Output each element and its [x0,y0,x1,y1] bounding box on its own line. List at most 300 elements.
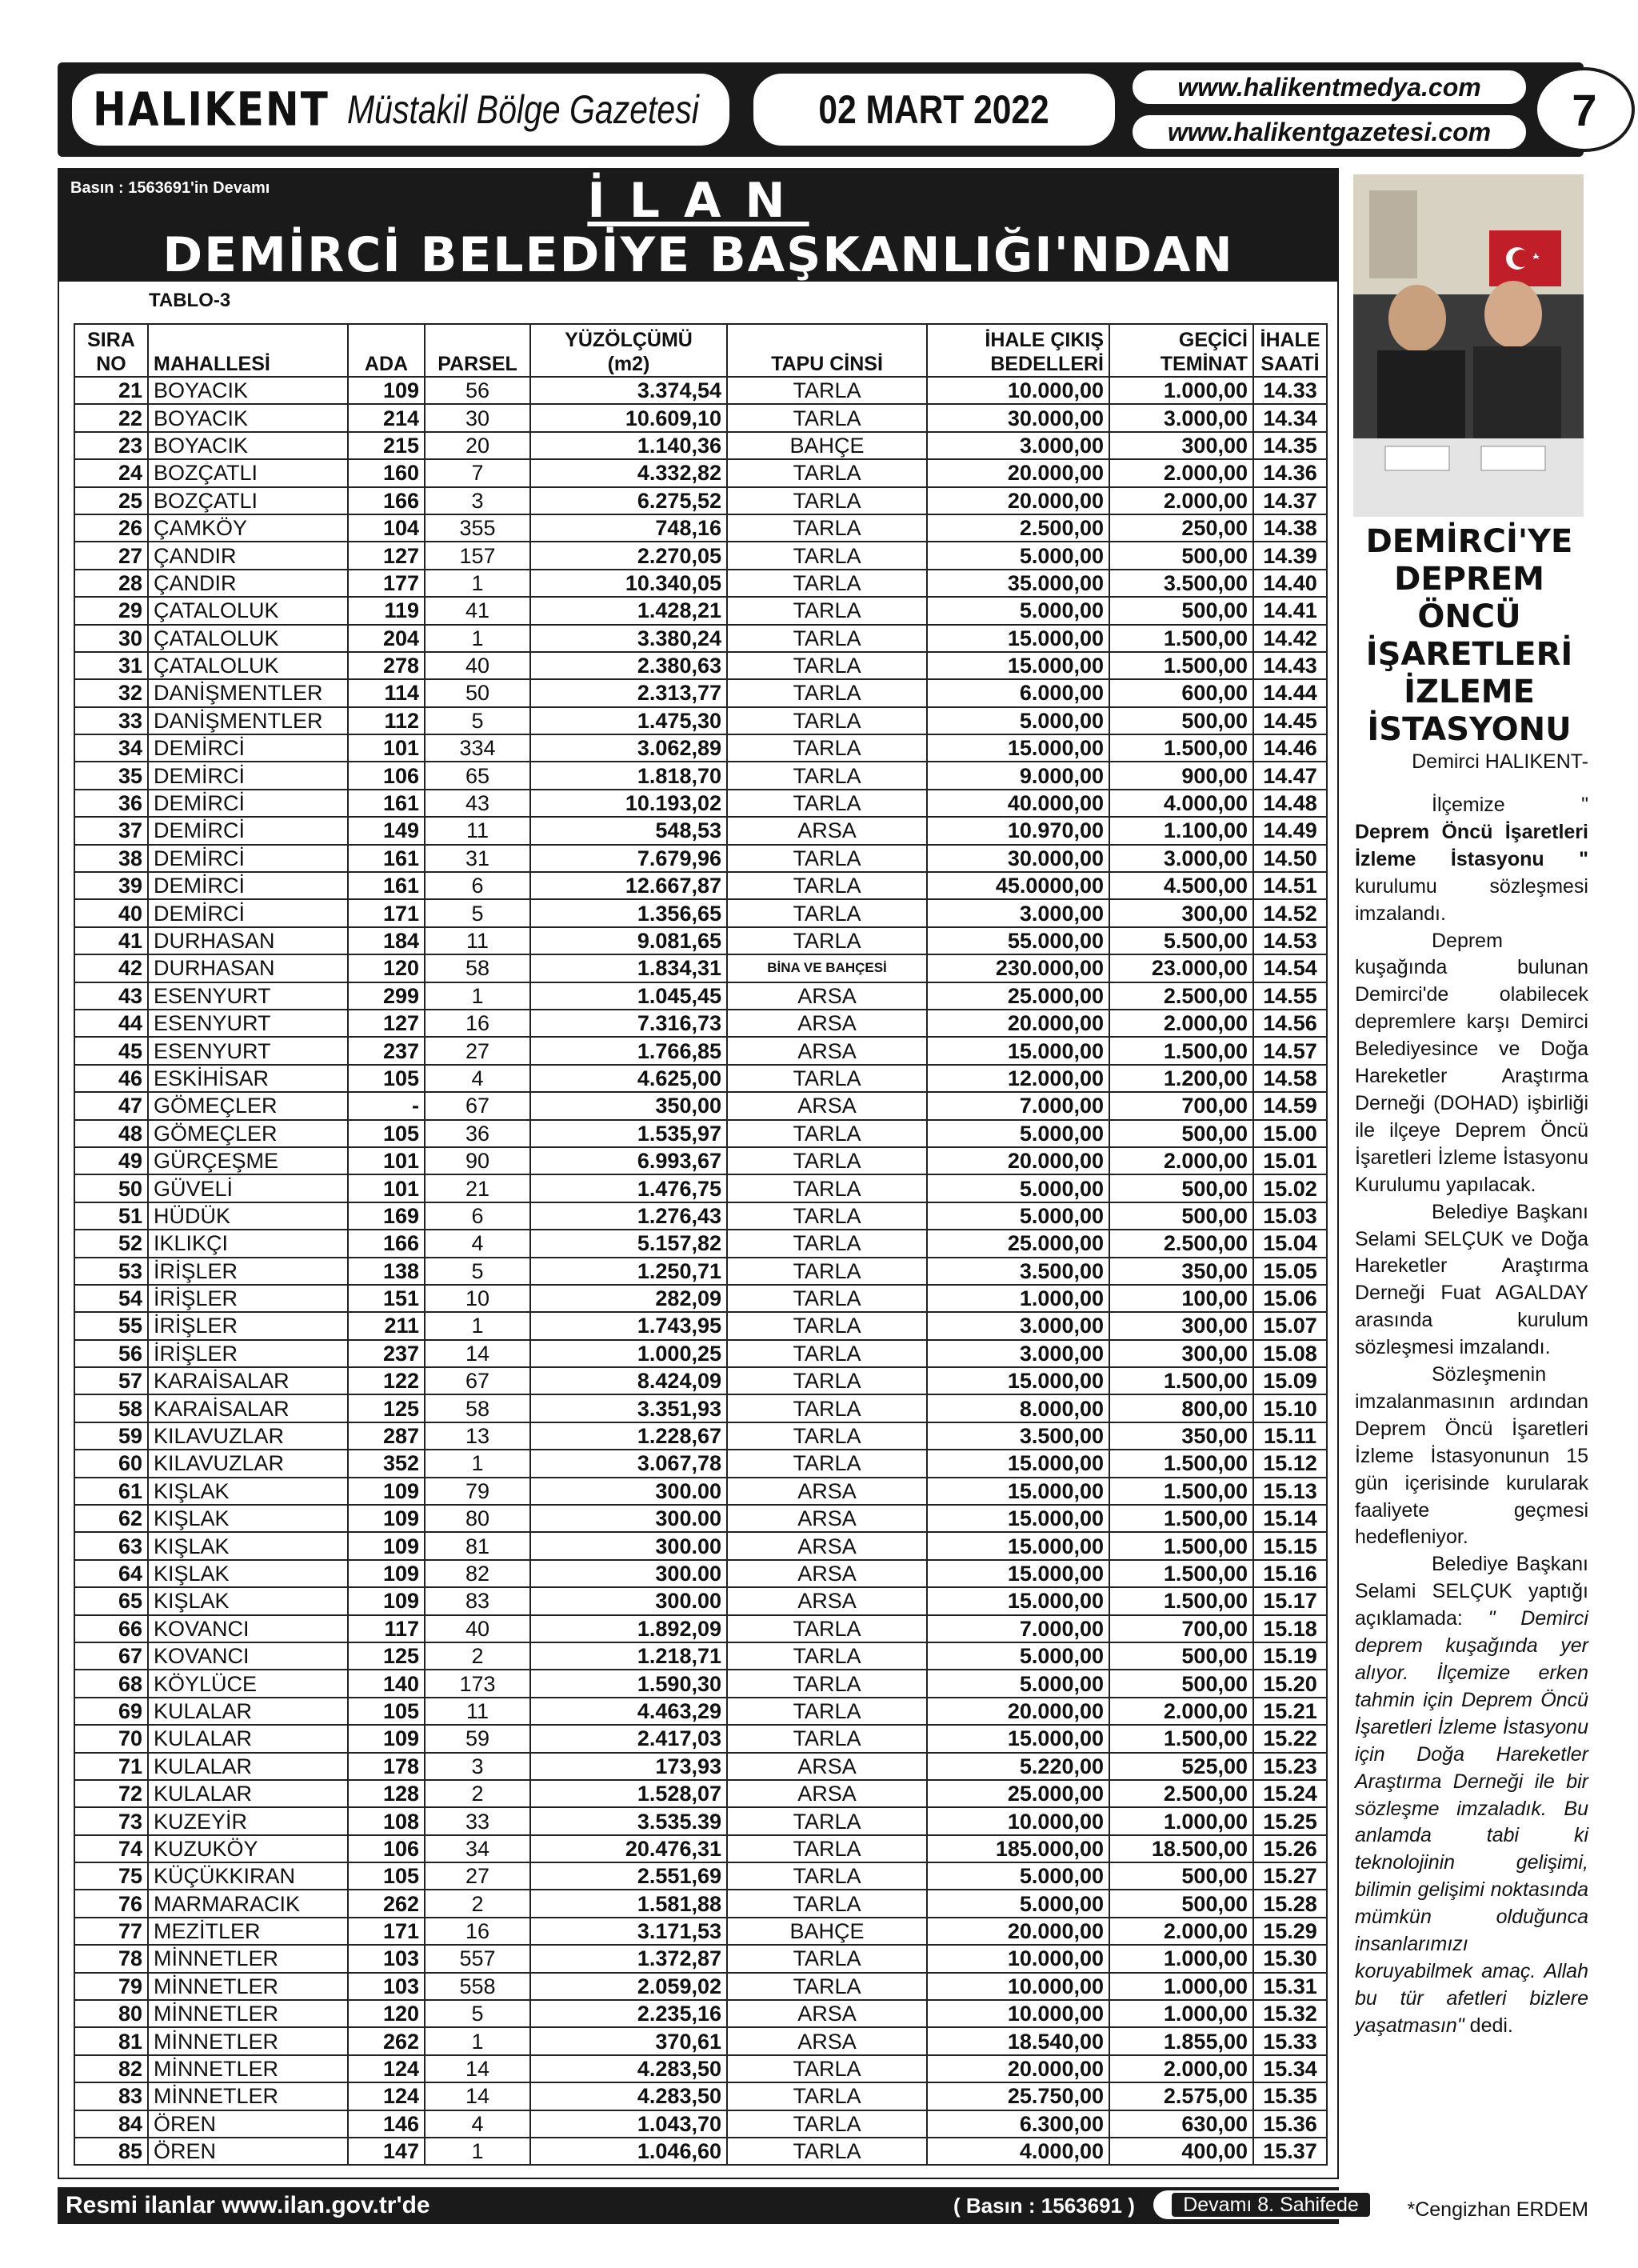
cell-tapu: ARSA [727,1532,927,1559]
cell-no: 69 [74,1698,148,1725]
cell-tapu: TARLA [727,1147,927,1174]
cell-parsel: 43 [425,790,530,817]
cell-bedel: 10.000,00 [927,1973,1109,2000]
cell-parsel: 4 [425,2110,530,2138]
cell-mahalle: KULALAR [148,1698,348,1725]
cell-mahalle: MİNNETLER [148,1973,348,2000]
table-row [74,625,1327,652]
cell-ada: 138 [348,1258,425,1285]
table-row [74,1505,1327,1532]
cell-yuzolcumu: 4.463,29 [530,1698,727,1725]
cell-teminat: 1.000,00 [1109,1973,1253,2000]
cell-saat: 15.20 [1253,1670,1327,1697]
cell-bedel: 8.000,00 [927,1394,1109,1422]
cell-yuzolcumu: 1.476,75 [530,1174,727,1202]
header-mahalle: MAHALLESİ [148,324,348,377]
cell-no: 46 [74,1065,148,1092]
cell-mahalle: KUZEYİR [148,1807,348,1834]
table-row [74,1422,1327,1450]
cell-yuzolcumu: 1.000,25 [530,1340,727,1367]
cell-ada: 151 [348,1285,425,1312]
masthead-brand-block [69,70,733,149]
cell-yuzolcumu: 7.316,73 [530,1010,727,1037]
table-row [74,1394,1327,1422]
cell-parsel: 10 [425,1285,530,1312]
cell-ada: 161 [348,872,425,899]
cell-yuzolcumu: 1.834,31 [530,954,727,982]
cell-no: 85 [74,2138,148,2165]
cell-no: 25 [74,487,148,514]
cell-mahalle: DEMİRCİ [148,899,348,926]
cell-mahalle: GÜRÇEŞME [148,1147,348,1174]
cell-teminat: 1.500,00 [1109,1587,1253,1614]
cell-no: 65 [74,1587,148,1614]
cell-mahalle: BOYACIK [148,377,348,404]
cell-no: 55 [74,1312,148,1339]
cell-tapu: TARLA [727,404,927,431]
cell-teminat: 1.500,00 [1109,734,1253,762]
cell-saat: 15.18 [1253,1615,1327,1642]
table-row [74,2000,1327,2027]
cell-parsel: 355 [425,514,530,542]
cell-mahalle: ÇATALOLUK [148,625,348,652]
cell-bedel: 5.000,00 [927,1862,1109,1890]
table-row [74,1615,1327,1642]
cell-mahalle: KOVANCI [148,1642,348,1670]
cell-bedel: 15.000,00 [927,1587,1109,1614]
cell-no: 57 [74,1367,148,1394]
cell-ada: 101 [348,1174,425,1202]
header-tapu: TAPU CİNSİ [727,324,927,377]
cell-bedel: 45.0000,00 [927,872,1109,899]
cell-bedel: 5.000,00 [927,1174,1109,1202]
cell-ada: 237 [348,1037,425,1064]
cell-teminat: 300,00 [1109,899,1253,926]
cell-ada: 146 [348,2110,425,2138]
website-url-2[interactable]: www.halikentgazetesi.com [1129,112,1529,152]
cell-yuzolcumu: 2.270,05 [530,542,727,569]
cell-saat: 15.25 [1253,1807,1327,1834]
cell-mahalle: IKLIKÇI [148,1230,348,1257]
cell-parsel: 557 [425,1945,530,1972]
cell-teminat: 1.500,00 [1109,1037,1253,1064]
cell-tapu: BAHÇE [727,432,927,459]
cell-mahalle: MEZİTLER [148,1918,348,1945]
cell-bedel: 7.000,00 [927,1092,1109,1119]
cell-yuzolcumu: 2.551,69 [530,1862,727,1890]
cell-tapu: TARLA [727,1422,927,1450]
cell-bedel: 30.000,00 [927,845,1109,872]
cell-yuzolcumu: 6.993,67 [530,1147,727,1174]
cell-saat: 14.33 [1253,377,1327,404]
cell-mahalle: MİNNETLER [148,2000,348,2027]
cell-no: 64 [74,1560,148,1587]
cell-no: 50 [74,1174,148,1202]
cell-no: 75 [74,1862,148,1890]
cell-yuzolcumu: 1.218,71 [530,1642,727,1670]
cell-saat: 15.16 [1253,1560,1327,1587]
cell-ada: 124 [348,2082,425,2110]
cell-no: 62 [74,1505,148,1532]
cell-yuzolcumu: 1.045,45 [530,982,727,1010]
cell-tapu: TARLA [727,2082,927,2110]
cell-tapu: TARLA [727,1670,927,1697]
cell-no: 80 [74,2000,148,2027]
table-row [74,1560,1327,1587]
cell-yuzolcumu: 1.228,67 [530,1422,727,1450]
cell-bedel: 5.000,00 [927,1642,1109,1670]
cell-no: 58 [74,1394,148,1422]
cell-ada: 160 [348,459,425,486]
cell-parsel: 40 [425,652,530,679]
cell-teminat: 2.500,00 [1109,982,1253,1010]
cell-tapu: ARSA [727,1560,927,1587]
sidebar-headline: DEMİRCİ'YE DEPREM ÖNCÜ İŞARETLERİ İZLEME İSTASYONU [1365,523,1573,748]
table-row [74,1890,1327,1917]
cell-mahalle: MİNNETLER [148,2027,348,2054]
cell-ada: 204 [348,625,425,652]
cell-teminat: 500,00 [1109,1120,1253,1147]
cell-tapu: TARLA [727,1285,927,1312]
cell-yuzolcumu: 7.679,96 [530,845,727,872]
cell-tapu: ARSA [727,817,927,844]
cell-teminat: 1.500,00 [1109,1367,1253,1394]
cell-mahalle: KOVANCI [148,1615,348,1642]
cell-yuzolcumu: 2.313,77 [530,679,727,706]
cell-saat: 15.04 [1253,1230,1327,1257]
cell-saat: 14.38 [1253,514,1327,542]
cell-ada: 120 [348,2000,425,2027]
cell-tapu: TARLA [727,1230,927,1257]
cell-parsel: 27 [425,1037,530,1064]
cell-mahalle: ÇANDIR [148,542,348,569]
cell-mahalle: ÇATALOLUK [148,597,348,624]
cell-teminat: 1.500,00 [1109,1478,1253,1505]
table-row [74,1285,1327,1312]
cell-saat: 15.09 [1253,1367,1327,1394]
cell-saat: 14.57 [1253,1037,1327,1064]
cell-parsel: 58 [425,1394,530,1422]
cell-tapu: ARSA [727,2027,927,2054]
cell-bedel: 1.000,00 [927,1285,1109,1312]
table-header-row [74,324,1327,377]
header-ada: ADA [348,324,425,377]
cell-yuzolcumu: 1.528,07 [530,1780,727,1807]
cell-saat: 14.48 [1253,790,1327,817]
cell-ada: 104 [348,514,425,542]
cell-ada: 237 [348,1340,425,1367]
cell-yuzolcumu: 300.00 [530,1560,727,1587]
cell-yuzolcumu: 2.059,02 [530,1973,727,2000]
cell-yuzolcumu: 4.283,50 [530,2082,727,2110]
cell-tapu: TARLA [727,377,927,404]
cell-no: 27 [74,542,148,569]
cell-bedel: 5.000,00 [927,597,1109,624]
cell-mahalle: DEMİRCİ [148,762,348,789]
cell-mahalle: MİNNETLER [148,2082,348,2110]
cell-teminat: 1.000,00 [1109,1807,1253,1834]
cell-bedel: 5.000,00 [927,1120,1109,1147]
cell-no: 33 [74,707,148,734]
cell-parsel: 173 [425,1670,530,1697]
table-row [74,1312,1327,1339]
cell-parsel: 83 [425,1587,530,1614]
cell-no: 66 [74,1615,148,1642]
table-row [74,1367,1327,1394]
cell-saat: 14.56 [1253,1010,1327,1037]
cell-tapu: TARLA [727,790,927,817]
cell-mahalle: KÜÇÜKKIRAN [148,1862,348,1890]
cell-yuzolcumu: 3.535.39 [530,1807,727,1834]
cell-teminat: 300,00 [1109,1312,1253,1339]
cell-saat: 15.23 [1253,1753,1327,1780]
cell-ada: 125 [348,1394,425,1422]
cell-parsel: 16 [425,1010,530,1037]
cell-mahalle: KIŞLAK [148,1478,348,1505]
cell-parsel: 13 [425,1422,530,1450]
cell-mahalle: BOYACIK [148,404,348,431]
cell-yuzolcumu: 1.892,09 [530,1615,727,1642]
cell-no: 56 [74,1340,148,1367]
table-row [74,1037,1327,1064]
cell-saat: 15.21 [1253,1698,1327,1725]
cell-saat: 14.43 [1253,652,1327,679]
cell-tapu: TARLA [727,845,927,872]
cell-parsel: 1 [425,2027,530,2054]
cell-tapu: TARLA [727,1725,927,1752]
cell-yuzolcumu: 10.193,02 [530,790,727,817]
cell-bedel: 30.000,00 [927,404,1109,431]
cell-parsel: 4 [425,1230,530,1257]
cell-tapu: ARSA [727,1037,927,1064]
cell-mahalle: BOZÇATLI [148,459,348,486]
cell-ada: 127 [348,542,425,569]
cell-teminat: 1.500,00 [1109,1450,1253,1477]
cell-tapu: TARLA [727,1340,927,1367]
cell-bedel: 15.000,00 [927,652,1109,679]
cell-tapu: TARLA [727,899,927,926]
cell-no: 49 [74,1147,148,1174]
cell-no: 28 [74,570,148,597]
cell-bedel: 3.000,00 [927,1312,1109,1339]
table-row [74,1670,1327,1697]
cell-saat: 14.52 [1253,899,1327,926]
cell-parsel: 1 [425,570,530,597]
table-row [74,404,1327,431]
table-row [74,432,1327,459]
cell-saat: 14.40 [1253,570,1327,597]
table-row [74,1587,1327,1614]
cell-teminat: 100,00 [1109,1285,1253,1312]
cell-yuzolcumu: 370,61 [530,2027,727,2054]
cell-ada: 171 [348,899,425,926]
cell-teminat: 400,00 [1109,2138,1253,2165]
table-label: TABLO-3 [149,290,231,311]
cell-parsel: 67 [425,1367,530,1394]
cell-yuzolcumu: 1.276,43 [530,1202,727,1230]
cell-parsel: 41 [425,597,530,624]
cell-saat: 15.28 [1253,1890,1327,1917]
cell-parsel: 90 [425,1147,530,1174]
table-row [74,652,1327,679]
cell-mahalle: KIŞLAK [148,1532,348,1559]
cell-ada: 166 [348,487,425,514]
cell-parsel: 21 [425,1174,530,1202]
cell-bedel: 25.000,00 [927,1230,1109,1257]
cell-bedel: 20.000,00 [927,1698,1109,1725]
table-row [74,1092,1327,1119]
cell-saat: 14.46 [1253,734,1327,762]
cell-tapu: TARLA [727,1698,927,1725]
cell-mahalle: ESENYURT [148,1010,348,1037]
cell-no: 76 [74,1890,148,1917]
table-row [74,1532,1327,1559]
cell-tapu: TARLA [727,2110,927,2138]
cell-mahalle: ÇAMKÖY [148,514,348,542]
header-parsel: PARSEL [425,324,530,377]
cell-no: 78 [74,1945,148,1972]
cell-bedel: 3.000,00 [927,432,1109,459]
table-row [74,1202,1327,1230]
cell-yuzolcumu: 1.590,30 [530,1670,727,1697]
cell-yuzolcumu: 4.332,82 [530,459,727,486]
table-row [74,1945,1327,1972]
cell-teminat: 18.500,00 [1109,1835,1253,1862]
cell-bedel: 15.000,00 [927,625,1109,652]
cell-no: 44 [74,1010,148,1037]
cell-mahalle: GÖMEÇLER [148,1120,348,1147]
cell-saat: 15.10 [1253,1394,1327,1422]
table-row [74,2138,1327,2165]
cell-tapu: TARLA [727,679,927,706]
table-body [74,377,1327,2165]
cell-yuzolcumu: 748,16 [530,514,727,542]
cell-tapu: TARLA [727,1120,927,1147]
cell-mahalle: DURHASAN [148,927,348,954]
cell-mahalle: KULALAR [148,1753,348,1780]
cell-bedel: 10.000,00 [927,2000,1109,2027]
cell-saat: 15.19 [1253,1642,1327,1670]
cell-teminat: 500,00 [1109,1642,1253,1670]
cell-yuzolcumu: 20.476,31 [530,1835,727,1862]
cell-no: 83 [74,2082,148,2110]
cell-ada: 105 [348,1698,425,1725]
cell-no: 63 [74,1532,148,1559]
cell-parsel: 31 [425,845,530,872]
sidebar-article-body [1355,792,1588,2040]
cell-saat: 15.06 [1253,1285,1327,1312]
cell-bedel: 15.000,00 [927,1725,1109,1752]
cell-saat: 14.49 [1253,817,1327,844]
table-row [74,2027,1327,2054]
newspaper-brand: HALIKENT [93,82,330,137]
cell-parsel: 50 [425,679,530,706]
cell-saat: 14.37 [1253,487,1327,514]
cell-ada: 352 [348,1450,425,1477]
cell-ada: 128 [348,1780,425,1807]
cell-teminat: 1.500,00 [1109,1532,1253,1559]
table-row [74,1230,1327,1257]
cell-saat: 15.12 [1253,1450,1327,1477]
cell-saat: 15.13 [1253,1478,1327,1505]
cell-yuzolcumu: 6.275,52 [530,487,727,514]
cell-no: 84 [74,2110,148,2138]
cell-saat: 15.29 [1253,1918,1327,1945]
cell-no: 22 [74,404,148,431]
cell-saat: 14.53 [1253,927,1327,954]
cell-ada: 278 [348,652,425,679]
cell-ada: 109 [348,1560,425,1587]
table-row [74,1065,1327,1092]
cell-bedel: 5.000,00 [927,542,1109,569]
cell-yuzolcumu: 8.424,09 [530,1367,727,1394]
cell-bedel: 5.000,00 [927,707,1109,734]
cell-parsel: 65 [425,762,530,789]
cell-saat: 15.14 [1253,1505,1327,1532]
cell-yuzolcumu: 3.062,89 [530,734,727,762]
cell-ada: 211 [348,1312,425,1339]
cell-tapu: TARLA [727,625,927,652]
cell-mahalle: GÜVELİ [148,1174,348,1202]
cell-ada: 140 [348,1670,425,1697]
cell-parsel: 36 [425,1120,530,1147]
cell-tapu: TARLA [727,872,927,899]
cell-tapu: TARLA [727,1258,927,1285]
cell-saat: 15.27 [1253,1862,1327,1890]
website-url-1[interactable]: www.halikentmedya.com [1129,67,1529,107]
cell-teminat: 2.000,00 [1109,487,1253,514]
cell-parsel: 4 [425,1065,530,1092]
cell-parsel: 334 [425,734,530,762]
cell-ada: 105 [348,1862,425,1890]
cell-saat: 15.37 [1253,2138,1327,2165]
cell-ada: 184 [348,927,425,954]
cell-mahalle: MİNNETLER [148,1945,348,1972]
cell-bedel: 6.300,00 [927,2110,1109,2138]
cell-bedel: 6.000,00 [927,679,1109,706]
cell-mahalle: KIŞLAK [148,1560,348,1587]
cell-yuzolcumu: 1.140,36 [530,432,727,459]
cell-mahalle: ÖREN [148,2110,348,2138]
cell-tapu: ARSA [727,1780,927,1807]
table-row [74,1258,1327,1285]
cell-teminat: 600,00 [1109,679,1253,706]
table-row [74,514,1327,542]
cell-yuzolcumu: 350,00 [530,1092,727,1119]
cell-bedel: 15.000,00 [927,1450,1109,1477]
cell-mahalle: DEMİRCİ [148,872,348,899]
cell-parsel: 14 [425,2055,530,2082]
cell-saat: 15.00 [1253,1120,1327,1147]
cell-mahalle: DANİŞMENTLER [148,679,348,706]
cell-tapu: TARLA [727,1367,927,1394]
article-paragraph: Sözleşmenin imzalanmasının ardından Deprem Öncü İşaretleri İzleme İstasyonunun 15 gün içerisinde kurularak faaliyete geçmesi hedefleniyor. [1355,1363,1588,1549]
article-paragraph: Belediye Başkanı Selami SELÇUK yaptığı açıklamada: " Demirci deprem kuşağında yer alıyor. İlçemize erken tahmin için Deprem Öncü İşaretleri İzleme İstasyonu için Doğa Hareketler Araştırma Derneği ile bir sözleşme imzaladık. Bu anlamda tabi ki teknolojinin gelişimi, bilimin gelişimi noktasında mümkün olduğunca insanlarımızı koruyabilmek amaç. Allah bu tür afetleri bizlere yaşatmasın" dedi. [1355,1553,1588,2037]
cell-parsel: 1 [425,2138,530,2165]
cell-ada: 106 [348,1835,425,1862]
cell-mahalle: KÖYLÜCE [148,1670,348,1697]
cell-ada: 103 [348,1973,425,2000]
cell-no: 54 [74,1285,148,1312]
cell-mahalle: KARAİSALAR [148,1394,348,1422]
cell-saat: 14.58 [1253,1065,1327,1092]
cell-tapu: TARLA [727,542,927,569]
table-row [74,982,1327,1010]
cell-bedel: 10.000,00 [927,1807,1109,1834]
cell-tapu: TARLA [727,1973,927,2000]
cell-mahalle: MİNNETLER [148,2055,348,2082]
cell-teminat: 500,00 [1109,1862,1253,1890]
